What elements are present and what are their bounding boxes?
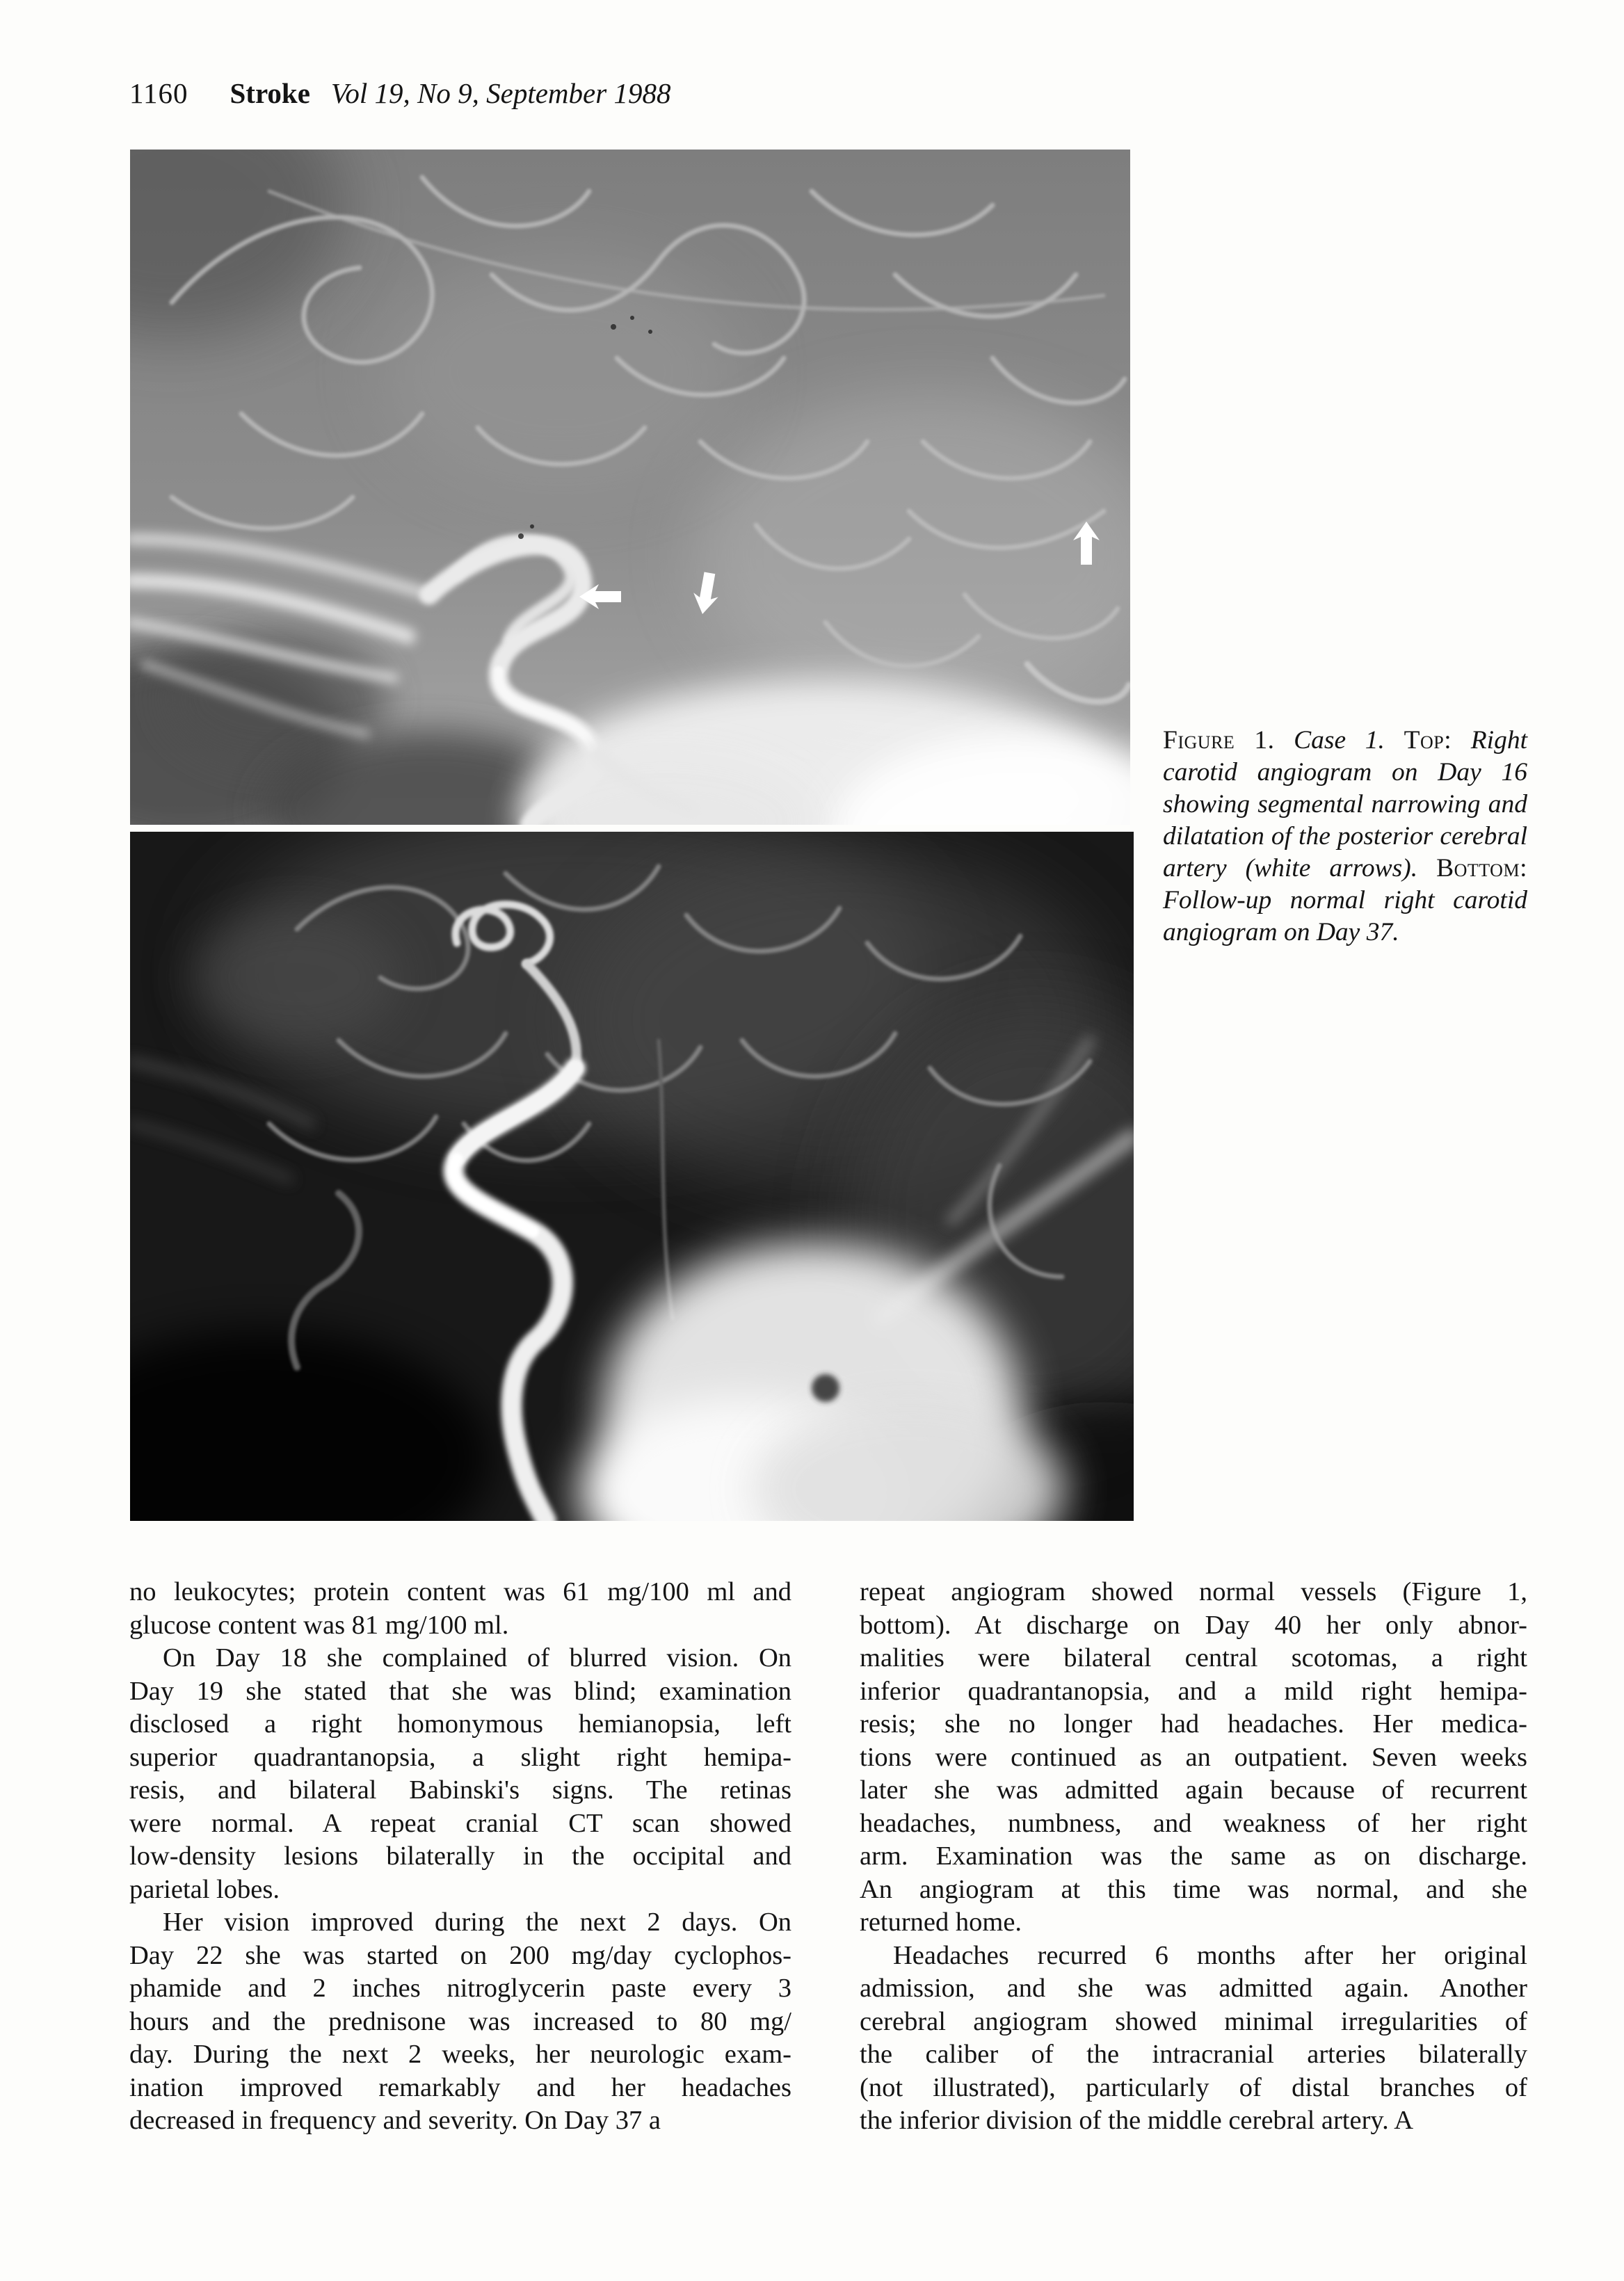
text-line: parietal lobes. <box>129 1874 280 1904</box>
text-line: tions were continued as an outpatient. Seven weeks <box>860 1742 1527 1772</box>
text-line: phamide and 2 inches nitroglycerin paste every 3 <box>129 1974 791 2003</box>
text-line: repeat angiogram showed normal vessels (Figure 1, <box>860 1577 1527 1606</box>
body-column-right <box>860 1576 1527 2138</box>
angiogram-bottom-image <box>130 832 1134 1521</box>
text-line: admission, and she was admitted again. Another <box>860 1974 1527 2003</box>
text-line: superior quadrantanopsia, a slight right hemipa- <box>129 1742 791 1772</box>
text-line: On Day 18 she complained of blurred vision. On <box>163 1643 791 1673</box>
text-line: headaches, numbness, and weakness of her right <box>860 1808 1527 1838</box>
paragraph <box>129 1576 791 1642</box>
text-line: resis; she no longer had headaches. Her medica- <box>860 1709 1527 1739</box>
text-line: cerebral angiogram showed minimal irregularities of <box>860 2006 1527 2036</box>
caption-run: Right carotid angiogram on Day 16 showing segmental narrowing and dilatation of the posterior cerebral artery (white arrows). <box>1163 726 1527 882</box>
text-line: arm. Examination was the same as on discharge. <box>860 1841 1527 1871</box>
caption-run: Figure 1. <box>1163 726 1275 755</box>
text-line: hours and the prednisone was increased to 80 mg/ <box>129 2006 791 2036</box>
caption-run: Case 1. <box>1274 726 1404 755</box>
text-line: day. During the next 2 weeks, her neurologic exam- <box>129 2040 791 2069</box>
text-line: ination improved remarkably and her headaches <box>129 2072 791 2102</box>
text-line: (not illustrated), particularly of distal branches of <box>860 2072 1527 2102</box>
text-line: the inferior division of the middle cerebral artery. A <box>860 2106 1414 2135</box>
text-line: later she was admitted again because of recurrent <box>860 1775 1527 1805</box>
page-header <box>129 76 670 110</box>
caption-run: Bottom: <box>1436 854 1527 882</box>
text-line: Day 19 she stated that she was blind; examination <box>129 1676 791 1706</box>
caption-run: Top: <box>1404 726 1452 755</box>
text-line: the caliber of the intracranial arteries bilaterally <box>860 2040 1527 2069</box>
text-line: Headaches recurred 6 months after her original <box>893 1940 1527 1970</box>
text-line: glucose content was 81 mg/100 ml. <box>129 1610 509 1640</box>
text-line: low-density lesions bilaterally in the occipital and <box>129 1841 791 1871</box>
journal-name: Stroke <box>230 77 310 109</box>
issue-info: Vol 19, No 9, September 1988 <box>330 77 671 109</box>
paragraph <box>860 1940 1527 2138</box>
paragraph <box>129 1906 791 2138</box>
text-line: resis, and bilateral Babinski's signs. The retinas <box>129 1775 791 1805</box>
text-line: An angiogram at this time was normal, and she <box>860 1874 1527 1904</box>
text-line: decreased in frequency and severity. On Day 37 a <box>129 2106 661 2135</box>
text-line: malities were bilateral central scotomas, a right <box>860 1643 1527 1673</box>
figure-caption <box>1163 725 1527 949</box>
text-line: Her vision improved during the next 2 days. On <box>163 1908 791 1937</box>
text-line: disclosed a right homonymous hemianopsia, left <box>129 1709 791 1739</box>
paragraph <box>129 1642 791 1906</box>
angiogram-top-image <box>130 150 1130 825</box>
text-line: no leukocytes; protein content was 61 mg/100 ml and <box>129 1577 791 1606</box>
caption-run: Follow-up normal right carotid angiogram on Day 37. <box>1163 886 1527 946</box>
paragraph <box>860 1576 1527 1940</box>
text-line: were normal. A repeat cranial CT scan showed <box>129 1808 791 1838</box>
text-line: inferior quadrantanopsia, and a mild right hemipa- <box>860 1676 1527 1706</box>
text-line: bottom). At discharge on Day 40 her only abnor- <box>860 1610 1527 1640</box>
text-line: Day 22 she was started on 200 mg/day cyclophos- <box>129 1940 791 1970</box>
page-number: 1160 <box>129 77 188 109</box>
body-column-left <box>129 1576 791 2138</box>
text-line: returned home. <box>860 1908 1022 1937</box>
